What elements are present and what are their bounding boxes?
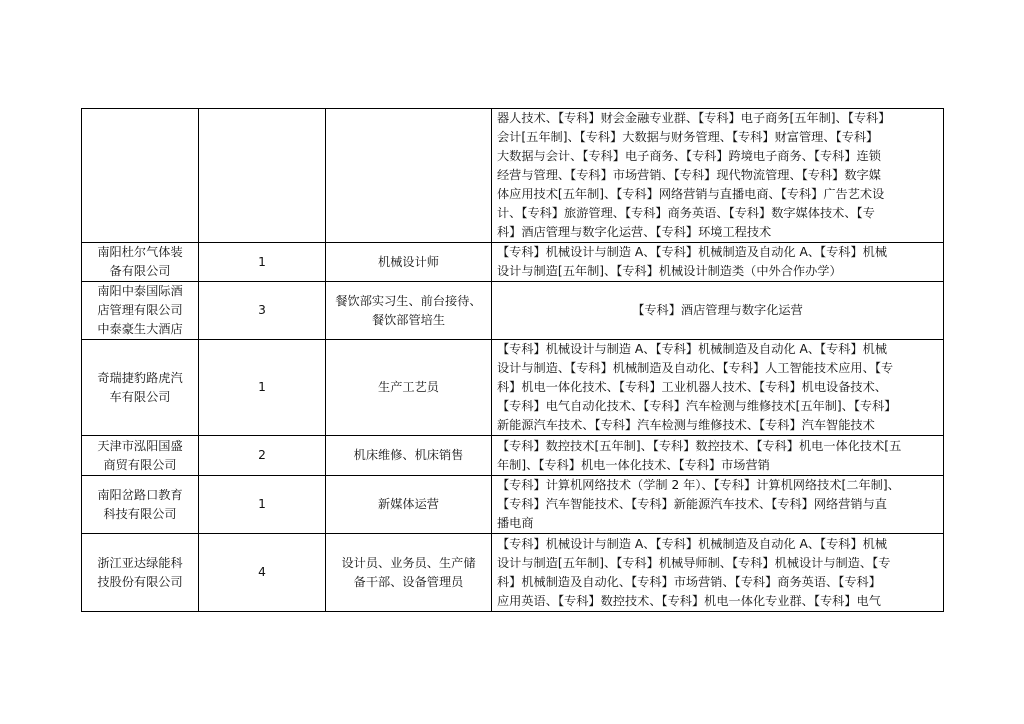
- position-cell: [326, 109, 492, 243]
- table-row: [82, 243, 944, 282]
- position-cell: 新媒体运营: [326, 476, 492, 534]
- majors-cell: 【专科】酒店管理与数字化运营: [492, 282, 944, 340]
- headcount-cell: 2: [199, 436, 326, 476]
- table-row: [82, 282, 944, 340]
- company-cell: 浙江亚达绿能科 技股份有限公司: [82, 534, 199, 612]
- position-cell: 机械设计师: [326, 243, 492, 282]
- recruitment-table: [81, 108, 944, 612]
- table-row: [82, 436, 944, 476]
- company-cell: 南阳杜尔气体装 备有限公司: [82, 243, 199, 282]
- headcount-cell: 1: [199, 243, 326, 282]
- table-row: [82, 534, 944, 612]
- table-row: [82, 476, 944, 534]
- majors-cell: 【专科】机械设计与制造 A、【专科】机械制造及自动化 A、【专科】机械 设计与制造[五年制]、【专科】机械设计制造类（中外合作办学）: [492, 243, 944, 282]
- headcount-cell: 1: [199, 340, 326, 436]
- headcount-cell: 4: [199, 534, 326, 612]
- company-cell: 天津市泓阳国盛 商贸有限公司: [82, 436, 199, 476]
- company-cell: 奇瑞捷豹路虎汽 车有限公司: [82, 340, 199, 436]
- headcount-cell: 3: [199, 282, 326, 340]
- company-cell: [82, 109, 199, 243]
- position-cell: 机床维修、机床销售: [326, 436, 492, 476]
- majors-cell: 【专科】数控技术[五年制]、【专科】数控技术、【专科】机电一体化技术[五 年制]、【专科】机电一体化技术、【专科】市场营销: [492, 436, 944, 476]
- table-row: [82, 340, 944, 436]
- majors-cell: 【专科】计算机网络技术（学制 2 年）、【专科】计算机网络技术[二年制]、 【专科】汽车智能技术、【专科】新能源汽车技术、【专科】网络营销与直 播电商: [492, 476, 944, 534]
- table-row: [82, 109, 944, 243]
- company-cell: 南阳岔路口教育 科技有限公司: [82, 476, 199, 534]
- majors-cell: 器人技术、【专科】财会金融专业群、【专科】电子商务[五年制]、【专科】 会计[五年制]、【专科】大数据与财务管理、【专科】财富管理、【专科】 大数据与会计、【专科】电子商务、【专科】跨境电子商务、【专科】连锁 经营与管理、【专科】市场营销、【专科】现代物流管理、【专科】数字媒 体应用技术[五年制]、【专科】网络营销与直播电商、【专科】广告艺术设 计、【专科】旅游管理、【专科】商务英语、【专科】数字媒体技术、【专 科】酒店管理与数字化运营、【专科】环境工程技术: [492, 109, 944, 243]
- headcount-cell: 1: [199, 476, 326, 534]
- position-cell: 餐饮部实习生、前台接待、 餐饮部管培生: [326, 282, 492, 340]
- company-cell: 南阳中泰国际酒 店管理有限公司 中泰豪生大酒店: [82, 282, 199, 340]
- majors-cell: 【专科】机械设计与制造 A、【专科】机械制造及自动化 A、【专科】机械 设计与制造[五年制]、【专科】机械导师制、【专科】机械设计与制造、【专 科】机械制造及自动化、【专科】市场营销、【专科】商务英语、【专科】 应用英语、【专科】数控技术、【专科】机电一体化专业群、【专科】电气: [492, 534, 944, 612]
- position-cell: 设计员、业务员、生产储 备干部、设备管理员: [326, 534, 492, 612]
- majors-cell: 【专科】机械设计与制造 A、【专科】机械制造及自动化 A、【专科】机械 设计与制造、【专科】机械制造及自动化、【专科】人工智能技术应用、【专 科】机电一体化技术、【专科】工业机器人技术、【专科】机电设备技术、 【专科】电气自动化技术、【专科】汽车检测与维修技术[五年制]、【专科】 新能源汽车技术、【专科】汽车检测与维修技术、【专科】汽车智能技术: [492, 340, 944, 436]
- position-cell: 生产工艺员: [326, 340, 492, 436]
- headcount-cell: [199, 109, 326, 243]
